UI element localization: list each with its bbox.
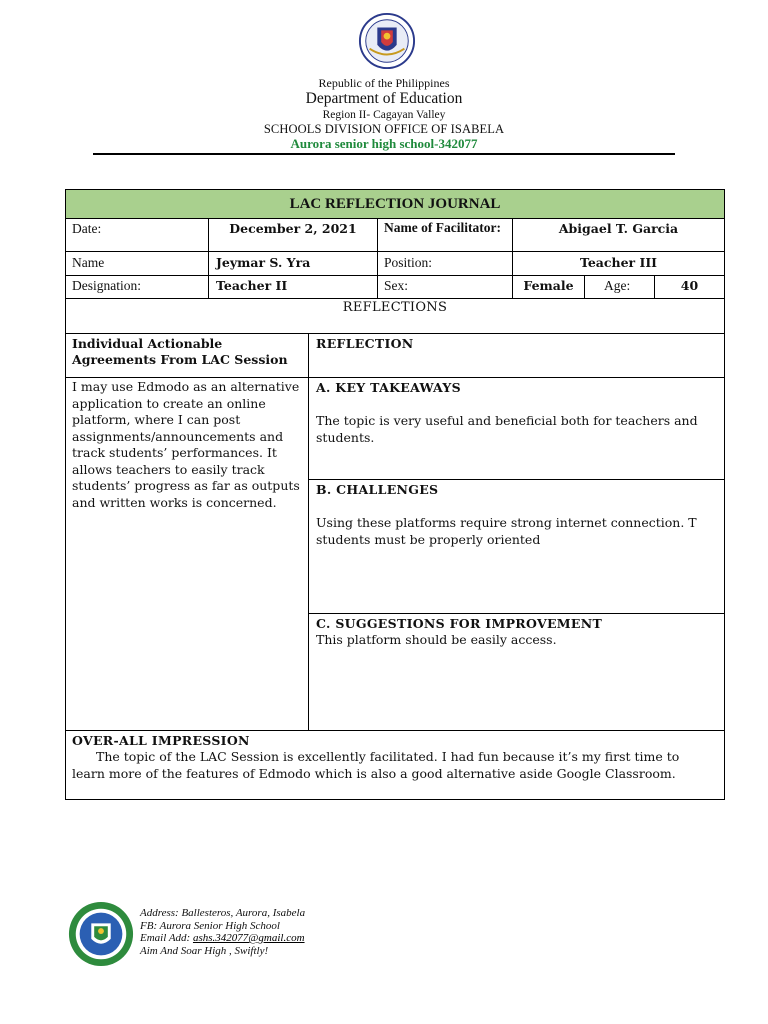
deped-seal-icon xyxy=(358,12,416,70)
division-line: SCHOOLS DIVISION OFFICE OF ISABELA xyxy=(263,122,505,136)
name-label: Name xyxy=(72,255,105,270)
department-line: Department of Education xyxy=(305,90,463,107)
sex-value: Female xyxy=(523,278,574,293)
col-divider xyxy=(377,218,378,298)
position-value: Teacher III xyxy=(579,255,658,270)
col-divider xyxy=(308,333,309,730)
overall-impression-text: The topic of the LAC Session is excellently facilitated. I had fun because it’s my first time to learn more of the features of Edmodo which is also a good alternative aside Google Classroom. xyxy=(72,749,680,781)
sex-label: Sex: xyxy=(384,278,409,293)
overall-impression-heading: OVER-ALL IMPRESSION xyxy=(72,733,250,748)
row-divider xyxy=(66,275,724,276)
journal-title: LAC REFLECTION JOURNAL xyxy=(289,196,501,212)
row-divider xyxy=(66,298,724,299)
header-rule xyxy=(93,153,675,155)
region-line: Region II- Cagayan Valley xyxy=(322,109,446,121)
row-divider xyxy=(308,613,724,614)
challenges-text: Using these platforms require strong internet connection. T students must be properly oriented xyxy=(316,515,697,547)
footer-fb: FB: Aurora Senior High School xyxy=(140,919,280,932)
row-divider xyxy=(66,377,724,378)
age-value: 40 xyxy=(680,278,699,293)
school-line: Aurora senior high school-342077 xyxy=(290,136,478,151)
footer-email-label: Email Add: xyxy=(140,932,193,944)
footer-email-line xyxy=(140,932,305,945)
row-divider xyxy=(308,479,724,480)
suggestions-heading: C. SUGGESTIONS FOR IMPROVEMENT xyxy=(316,616,603,631)
challenges-heading: B. CHALLENGES xyxy=(316,482,439,497)
footer-motto: Aim And Soar High , Swiftly! xyxy=(140,944,269,957)
footer-address: Address: Ballesteros, Aurora, Isabela xyxy=(140,907,306,919)
suggestions-text: This platform should be easily access. xyxy=(316,632,557,647)
designation-value: Teacher II xyxy=(216,278,288,293)
agreements-text: I may use Edmodo as an alternative application to create an online platform, where I can post assignments/announcements and track students’ performances. It allows teachers to easily track students’ progress as far as outputs and written works is concerned. xyxy=(72,379,300,510)
key-takeaways-heading: A. KEY TAKEAWAYS xyxy=(316,380,461,395)
journal-title-bar xyxy=(66,190,724,219)
facilitator-value: Abigael T. Garcia xyxy=(558,221,679,236)
school-logo-icon xyxy=(67,900,135,968)
designation-label: Designation: xyxy=(72,278,141,293)
name-value: Jeymar S. Yra xyxy=(216,255,311,270)
republic-line: Republic of the Philippines xyxy=(318,76,450,90)
col-divider xyxy=(584,275,585,298)
row-divider xyxy=(66,251,724,252)
reflection-heading: REFLECTION xyxy=(316,336,414,351)
row-divider xyxy=(66,730,724,731)
date-value: December 2, 2021 xyxy=(229,221,357,236)
reflections-heading: REFLECTIONS xyxy=(342,300,448,315)
position-label: Position: xyxy=(384,255,433,270)
footer-contact xyxy=(140,907,305,957)
age-label: Age: xyxy=(604,278,631,293)
date-label: Date: xyxy=(72,221,102,236)
key-takeaways-text: The topic is very useful and beneficial both for teachers and students. xyxy=(316,413,698,445)
row-divider xyxy=(66,333,724,334)
agreements-heading: Individual Actionable Agreements From LAC Session xyxy=(72,336,288,367)
facilitator-label: Name of Facilitator: xyxy=(384,220,501,235)
footer-email-link[interactable]: ashs.342077@gmail.com xyxy=(192,932,305,944)
reflection-journal-table xyxy=(65,189,725,800)
